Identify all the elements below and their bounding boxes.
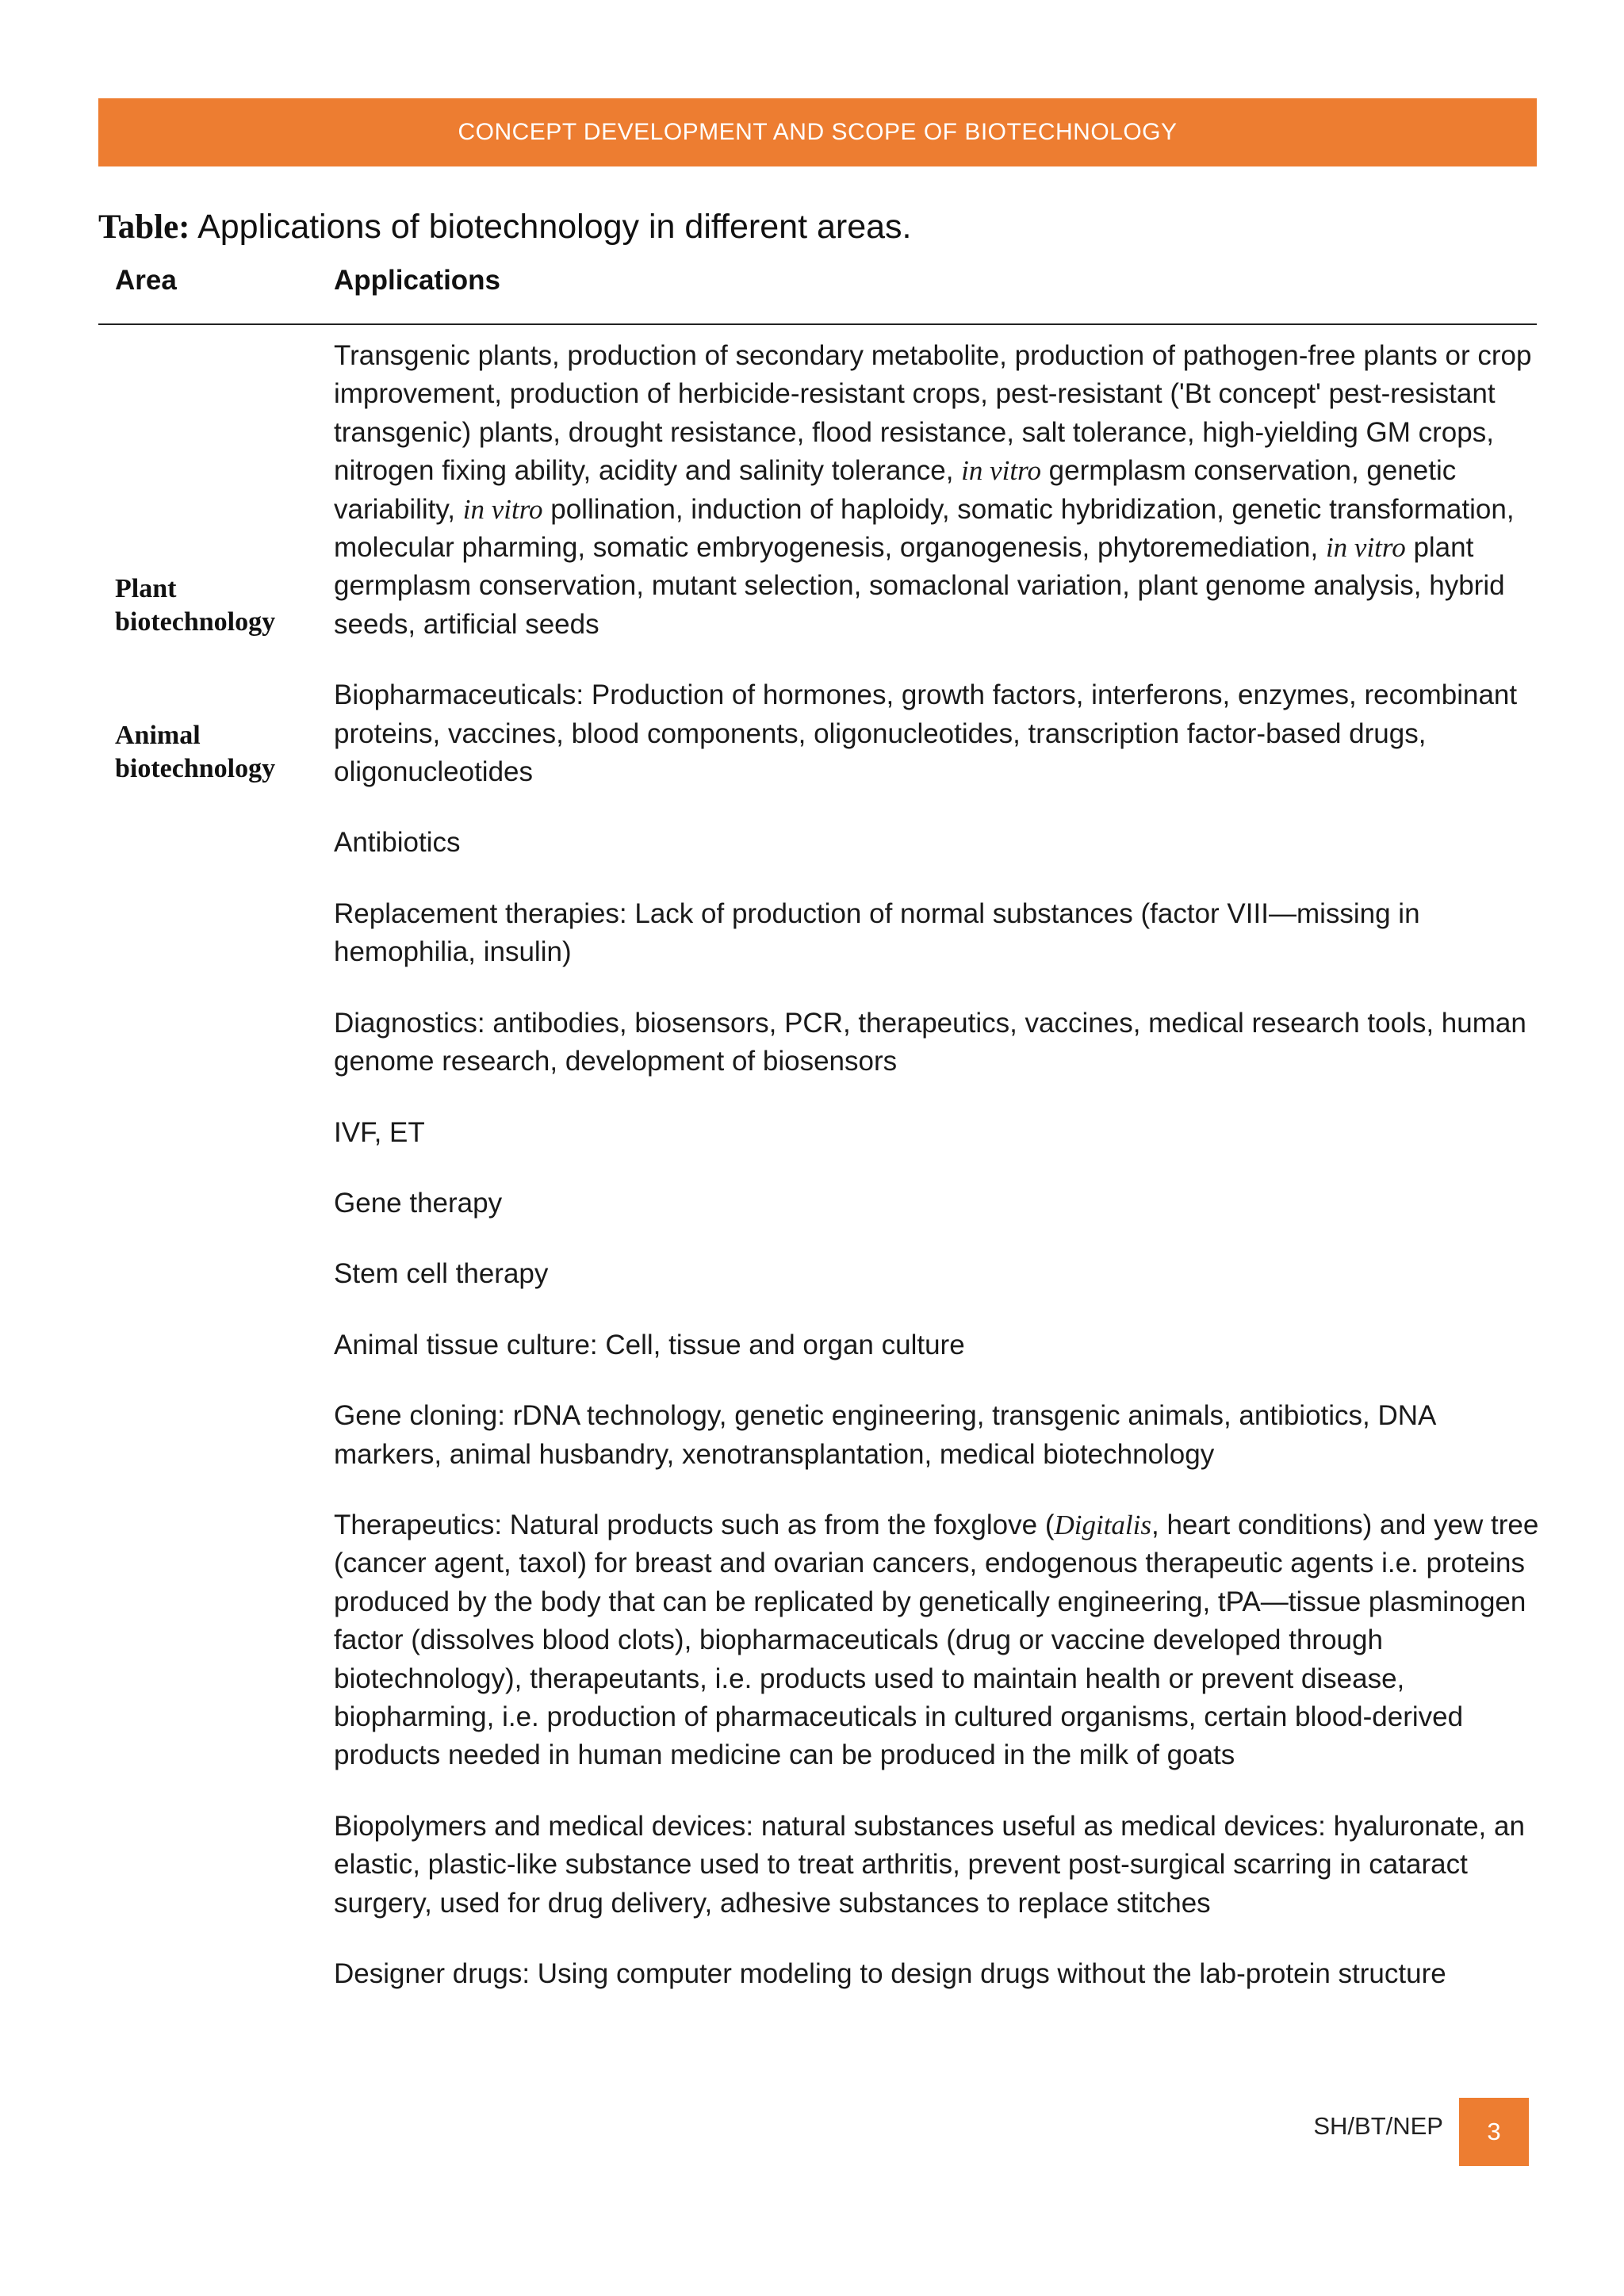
p11-text-b: , heart conditions) and yew tree (cancer agent, taxol) for breast and ovarian cancers, endogenous therapeutic agents i.e. proteins produced by the body that can be replicated by genetically engineering, tPA—tissue plasminogen factor (dissolves blood clots), biopharmaceuticals (drug or vaccine developed through biotechnology), therapeutants, i.e. products used to maintain health or prevent disease, biopharming, i.e. production of pharmaceuticals in cultured organisms, certain blood-derived products needed in human medicine can be produced in the milk of goats: [334, 1509, 1539, 1771]
p11-text-a: Therapeutics: Natural products such as from the foxglove (: [334, 1509, 1055, 1540]
area-label-animal-line1: Animal: [115, 721, 201, 750]
p11-italic-1: Digitalis: [1054, 1509, 1152, 1540]
application-paragraph-tissue-culture: Animal tissue culture: Cell, tissue and organ culture: [334, 1329, 965, 1360]
footer-code: SH/BT/NEP: [1313, 2112, 1443, 2140]
application-paragraph-gene-cloning: Gene cloning: rDNA technology, genetic engineering, transgenic animals, antibiotics, DNA markers, animal husbandry, xenotransplantation, medical biotechnology: [334, 1400, 1435, 1470]
running-header: [98, 98, 1537, 166]
column-header-area: Area: [115, 265, 177, 296]
column-header-applications: Applications: [334, 265, 501, 296]
p1-italic-1: in vitro: [961, 455, 1041, 487]
application-paragraph-replacement-therapies: Replacement therapies: Lack of production of normal substances (factor VIII—missing in hemophilia, insulin): [334, 897, 1420, 968]
table-header-rule: [98, 323, 1537, 325]
application-paragraph-designer-drugs: Designer drugs: Using computer modeling to design drugs without the lab-protein structure: [334, 1958, 1446, 1989]
application-paragraph-diagnostics: Diagnostics: antibodies, biosensors, PCR, therapeutics, vaccines, medical research tools, human genome research, development of biosensors: [334, 1007, 1526, 1077]
application-paragraph-biopharmaceuticals: Biopharmaceuticals: Production of hormones, growth factors, interferons, enzymes, recombinant proteins, vaccines, blood components, oligonucleotides, transcription factor-based drugs, oligonucleotides: [334, 679, 1518, 788]
running-header-title: CONCEPT DEVELOPMENT AND SCOPE OF BIOTECHNOLOGY: [458, 119, 1178, 145]
page-number-box: [1459, 2098, 1529, 2166]
p1-text-b: germplasm conservation, genetic variability,: [334, 455, 1457, 525]
p1-italic-2: in vitro: [462, 493, 543, 525]
table-caption-text: Applications of biotechnology in different areas.: [190, 208, 912, 246]
application-paragraph-therapeutics: [334, 1506, 1539, 1775]
area-label-animal: [115, 719, 305, 786]
application-paragraph-plant: [334, 337, 1539, 644]
area-label-plant-line2: biotechnology: [115, 607, 276, 637]
area-label-plant-line1: Plant: [115, 574, 177, 603]
p1-text-d: plant germplasm conservation, mutant selection, somaclonal variation, plant genome analysis, hybrid seeds, artificial seeds: [334, 532, 1505, 640]
application-paragraph-gene-therapy: Gene therapy: [334, 1187, 503, 1219]
table-caption-lead: Table:: [98, 209, 190, 246]
p1-text-a: Transgenic plants, production of secondary metabolite, production of pathogen-free plants or crop improvement, production of herbicide-resistant crops, pest-resistant ('Bt concept' pest-resistant transgenic) plants, drought resistance, flood resistance, salt tolerance, high-yielding GM crops, nitrogen fixing ability, acidity and salinity tolerance,: [334, 340, 1532, 487]
area-label-animal-line2: biotechnology: [115, 754, 276, 783]
p1-text-c: pollination, induction of haploidy, somatic hybridization, genetic transformation, molecular pharming, somatic embryogenesis, organogenesis, phytoremediation,: [334, 493, 1515, 564]
page-number: 3: [1487, 2118, 1501, 2145]
area-label-plant: [115, 572, 305, 639]
application-paragraph-antibiotics: Antibiotics: [334, 827, 461, 859]
p1-italic-3: in vitro: [1325, 532, 1406, 564]
application-paragraph-stem-cell: Stem cell therapy: [334, 1258, 549, 1290]
table-caption: [98, 208, 911, 247]
application-paragraph-biopolymers: Biopolymers and medical devices: natural substances useful as medical devices: hyaluronate, an elastic, plastic-like substance used to treat arthritis, prevent post-surgical scarring in cataract surgery, used for drug delivery, adhesive substances to replace stitches: [334, 1810, 1525, 1919]
application-paragraph-ivf: IVF, ET: [334, 1116, 425, 1148]
applications-column: [334, 337, 1539, 2026]
